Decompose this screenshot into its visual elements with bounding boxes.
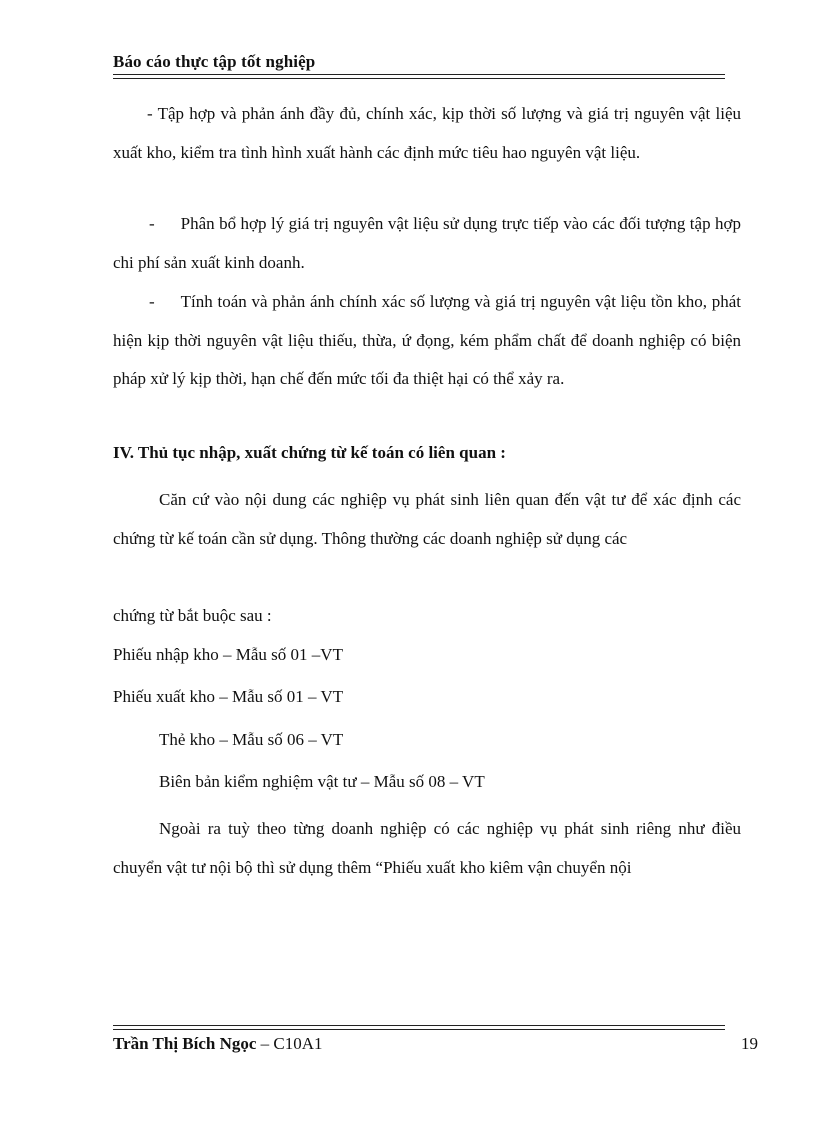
footer-author [113, 1034, 323, 1054]
page-header-title: Báo cáo thực tập tốt nghiệp [113, 52, 316, 71]
section-iv-closing: Ngoài ra tuỳ theo từng doanh nghiệp có các nghiệp vụ phát sinh riêng như điều chuyển vật tư nội bộ thì sử dụng thêm “Phiếu xuất kho kiêm vận chuyển nội [113, 819, 741, 877]
paragraph-3-text: Tính toán và phản ánh chính xác số lượng và giá trị nguyên vật liệu tồn kho, phát hiện kịp thời nguyên vật liệu thiếu, thừa, ứ đọng, kém phẩm chất để doanh nghiệp có biện pháp xử lý kịp thời, hạn chế đến mức tối đa thiệt hại có thể xảy ra. [113, 292, 741, 388]
document-body [113, 0, 741, 1000]
document-item: Thẻ kho – Mẫu số 06 – VT [159, 730, 344, 749]
section-heading-iv: IV. Thủ tục nhập, xuất chứng từ kế toán có liên quan : [113, 443, 506, 462]
footer-divider [113, 1025, 725, 1030]
section-iv-intro: Căn cứ vào nội dung các nghiệp vụ phát sinh liên quan đến vật tư để xác định các chứng từ kế toán cần sử dụng. Thông thường các doanh nghiệp sử dụng các [113, 490, 741, 548]
paragraph-2 [113, 205, 741, 282]
list-dash: - [149, 214, 155, 233]
paragraph-1: - Tập hợp và phản ánh đầy đủ, chính xác, kịp thời số lượng và giá trị nguyên vật liệu xuất kho, kiểm tra tình hình xuất hành các định mức tiêu hao nguyên vật liệu. [113, 104, 741, 162]
document-item: Phiếu nhập kho – Mẫu số 01 –VT [113, 645, 343, 664]
page-number: 19 [741, 1034, 758, 1053]
author-name: Trần Thị Bích Ngọc [113, 1034, 257, 1053]
author-class: – C10A1 [256, 1034, 323, 1053]
document-item: Phiếu xuất kho – Mẫu số 01 – VT [113, 687, 344, 706]
paragraph-2-text: Phân bổ hợp lý giá trị nguyên vật liệu sử dụng trực tiếp vào các đối tượng tập hợp chi phí sản xuất kinh doanh. [113, 214, 741, 272]
document-item: Biên bản kiểm nghiệm vật tư – Mẫu số 08 – VT [159, 772, 485, 791]
list-dash: - [149, 292, 155, 311]
section-iv-intro-continued: chứng từ bắt buộc sau : [113, 606, 272, 625]
paragraph-3 [113, 283, 741, 399]
